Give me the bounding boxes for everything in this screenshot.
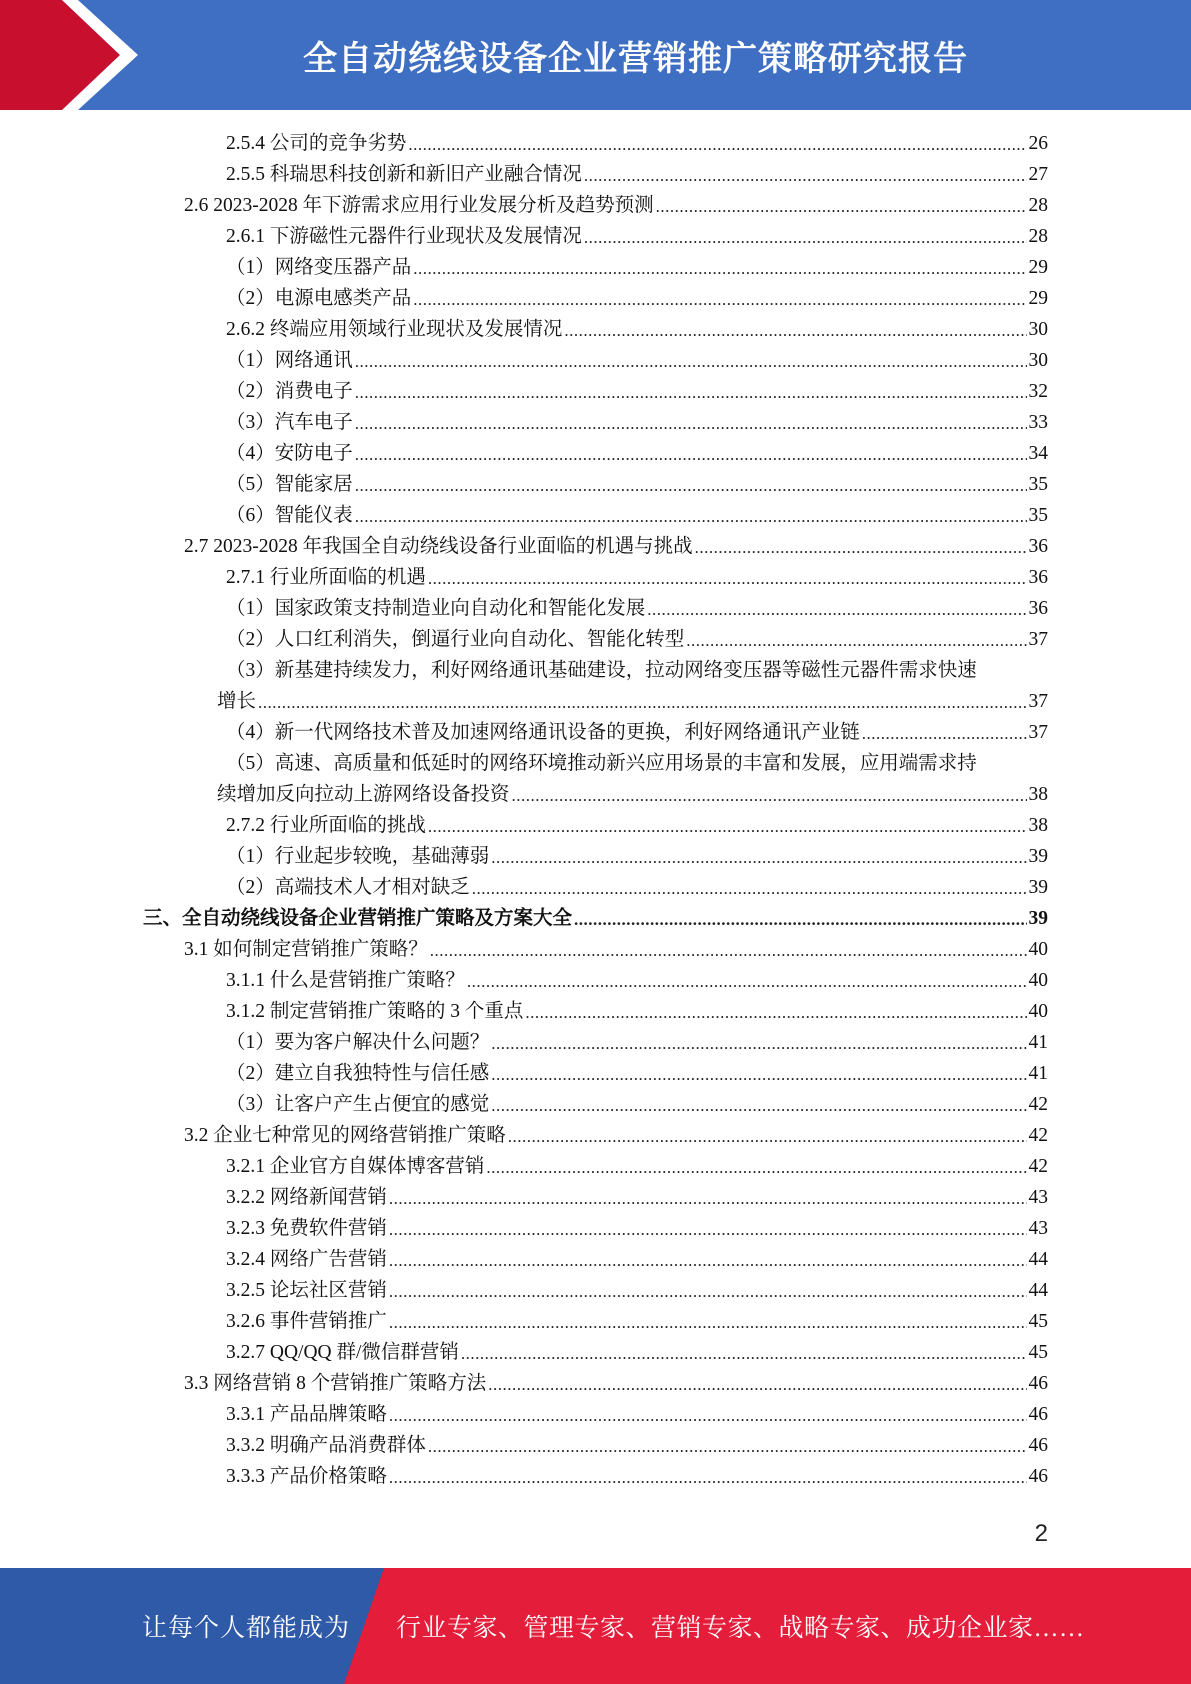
toc-entry[interactable] [226, 993, 1048, 1024]
toc-entry-label: 2.6.1 下游磁性元器件行业现状及发展情况 [226, 226, 582, 247]
toc-entry-page: 36 [1028, 567, 1048, 588]
toc-leader-dots [428, 1434, 1027, 1458]
toc-entry-label: 2.5.4 公司的竞争劣势 [226, 133, 407, 154]
toc-entry[interactable] [226, 1148, 1048, 1179]
toc-leader-dots [467, 969, 1027, 993]
toc-entry-label: 3.2.5 论坛社区营销 [226, 1280, 387, 1301]
toc-entry-page: 42 [1028, 1125, 1048, 1146]
toc-entry[interactable] [226, 1086, 1048, 1117]
toc-entry-page: 33 [1028, 412, 1048, 433]
toc-entry-page: 41 [1028, 1063, 1048, 1084]
toc-leader-dots [389, 1310, 1027, 1334]
toc-entry-page: 36 [1028, 536, 1048, 557]
toc-leader-dots [472, 876, 1027, 900]
toc-entry[interactable] [184, 528, 1048, 559]
toc-entry-label: 3.2.1 企业官方自媒体博客营销 [226, 1156, 485, 1177]
toc-leader-dots [584, 163, 1027, 187]
toc-entry-label: （1）行业起步较晚，基础薄弱 [226, 846, 490, 867]
toc-entry[interactable] [184, 931, 1048, 962]
toc-leader-dots [647, 597, 1026, 621]
page-header [0, 0, 1191, 110]
toc-entry[interactable] [184, 1117, 1048, 1148]
toc-leader-dots [389, 1186, 1027, 1210]
toc-entry[interactable] [226, 1334, 1048, 1365]
toc-entry-page: 44 [1028, 1249, 1048, 1270]
toc-entry-label: 3.2.4 网络广告营销 [226, 1249, 387, 1270]
toc-entry[interactable] [226, 311, 1048, 342]
toc-leader-dots [488, 1372, 1026, 1396]
toc-entry-label: （3）汽车电子 [226, 412, 353, 433]
toc-entry-page: 41 [1028, 1032, 1048, 1053]
toc-entry-page: 39 [1028, 877, 1048, 898]
toc-entry-page: 34 [1028, 443, 1048, 464]
toc-entry[interactable] [226, 1396, 1048, 1427]
toc-entry-page: 38 [1028, 815, 1048, 836]
toc-entry-page: 45 [1028, 1342, 1048, 1363]
toc-entry[interactable] [226, 1024, 1048, 1055]
toc-leader-dots [656, 194, 1027, 218]
toc-entry-page: 30 [1028, 350, 1048, 371]
toc-entry-label: 3.2.7 QQ/QQ 群/微信群营销 [226, 1342, 459, 1363]
toc-leader-dots [389, 1217, 1027, 1241]
toc-entry-page: 37 [1028, 691, 1048, 712]
toc-entry-page: 42 [1028, 1156, 1048, 1177]
toc-entry[interactable] [226, 280, 1048, 311]
toc-entry[interactable] [226, 1458, 1048, 1489]
toc-entry[interactable] [226, 435, 1048, 466]
toc-entry-page: 28 [1028, 226, 1048, 247]
toc-entry-label: 3.1 如何制定营销推广策略？ [184, 939, 428, 960]
toc-entry-page: 40 [1028, 1001, 1048, 1022]
toc-entry-label: 3.2.2 网络新闻营销 [226, 1187, 387, 1208]
toc-entry[interactable] [226, 869, 1048, 900]
toc-entry-label: （4）安防电子 [226, 443, 353, 464]
toc-entry-page: 26 [1028, 133, 1048, 154]
toc-entry[interactable] [143, 900, 1048, 931]
toc-entry-page: 27 [1028, 164, 1048, 185]
footer-slogan-right: 行业专家、管理专家、营销专家、战略专家、成功企业家…… [396, 1615, 1085, 1642]
toc-entry-page: 29 [1028, 257, 1048, 278]
toc-entry[interactable] [226, 621, 1048, 652]
toc-leader-dots [574, 907, 1026, 931]
toc-leader-dots [258, 690, 1026, 714]
toc-leader-dots [389, 1279, 1027, 1303]
toc-leader-dots [355, 380, 1027, 404]
toc-entry[interactable] [226, 373, 1048, 404]
toc-leader-dots [355, 411, 1027, 435]
toc-leader-dots [430, 938, 1027, 962]
toc-leader-dots [389, 1465, 1027, 1489]
toc-entry-page: 35 [1028, 474, 1048, 495]
toc-entry-page: 43 [1028, 1218, 1048, 1239]
toc-entry[interactable] [226, 714, 1048, 745]
toc-leader-dots [355, 442, 1027, 466]
toc-entry[interactable] [226, 218, 1048, 249]
toc-entry[interactable] [226, 807, 1048, 838]
toc-entry-label: （1）网络通讯 [226, 350, 353, 371]
toc-entry-page: 45 [1028, 1311, 1048, 1332]
toc-entry-label: 3.1.2 制定营销推广策略的 3 个重点 [226, 1001, 524, 1022]
toc-entry-label: 3.3.1 产品品牌策略 [226, 1404, 387, 1425]
toc-leader-dots [686, 628, 1026, 652]
toc-entry-page: 36 [1028, 598, 1048, 619]
toc-entry[interactable] [226, 404, 1048, 435]
toc-leader-dots [491, 1093, 1026, 1117]
toc-entry-page: 42 [1028, 1094, 1048, 1115]
toc-entry[interactable] [226, 838, 1048, 869]
report-title: 全自动绕线设备企业营销推广策略研究报告 [303, 38, 968, 79]
toc-entry-page: 46 [1028, 1404, 1048, 1425]
toc-entry-page: 32 [1028, 381, 1048, 402]
toc-entry-label: 2.5.5 科瑞思科技创新和新旧产业融合情况 [226, 164, 582, 185]
toc-leader-dots [525, 1000, 1026, 1024]
toc-entry-page: 46 [1028, 1373, 1048, 1394]
toc-leader-dots [355, 504, 1027, 528]
toc-leader-dots [508, 1124, 1027, 1148]
toc-leader-dots [428, 814, 1027, 838]
toc-entry-page: 37 [1028, 722, 1048, 743]
toc-entry[interactable] [226, 1179, 1048, 1210]
toc-entry-label: （2）消费电子 [226, 381, 353, 402]
toc-entry[interactable] [184, 1365, 1048, 1396]
toc-entry[interactable] [226, 1210, 1048, 1241]
toc-leader-dots [486, 1155, 1026, 1179]
toc-entry[interactable] [226, 466, 1048, 497]
toc-entry-page: 40 [1028, 970, 1048, 991]
toc-entry-label-continued: 续增加反向拉动上游网络设备投资 [217, 784, 510, 805]
toc-entry-page: 39 [1028, 846, 1048, 867]
toc-leader-dots [491, 845, 1026, 869]
toc-entry-label: （4）新一代网络技术普及加速网络通讯设备的更换，利好网络通讯产业链 [226, 722, 860, 743]
toc-entry[interactable] [226, 1272, 1048, 1303]
toc-leader-dots [428, 566, 1027, 590]
toc-entry[interactable] [226, 1303, 1048, 1334]
toc-entry[interactable] [217, 652, 1048, 714]
toc-entry[interactable] [226, 156, 1048, 187]
toc-entry-page: 46 [1028, 1466, 1048, 1487]
toc-entry-label: 3.2.3 免费软件营销 [226, 1218, 387, 1239]
toc-entry[interactable] [226, 590, 1048, 621]
toc-entry-label: （6）智能仪表 [226, 505, 353, 526]
toc-entry-label: 3.3 网络营销 8 个营销推广策略方法 [184, 1373, 487, 1394]
toc-leader-dots [408, 132, 1026, 156]
toc-entry-page: 43 [1028, 1187, 1048, 1208]
toc-leader-dots [461, 1341, 1027, 1365]
footer-slogan-left: 让每个人都能成为 [142, 1615, 351, 1642]
toc-entry-page: 44 [1028, 1280, 1048, 1301]
toc-leader-dots [862, 721, 1027, 745]
toc-entry[interactable] [226, 497, 1048, 528]
toc-entry-label: 2.7.1 行业所面临的机遇 [226, 567, 426, 588]
toc-entry-label: 3.1.1 什么是营销推广策略？ [226, 970, 465, 991]
toc-entry-page: 38 [1028, 784, 1048, 805]
toc-leader-dots [584, 225, 1027, 249]
toc-entry-label: 3.3.2 明确产品消费群体 [226, 1435, 426, 1456]
toc-leader-dots [491, 1031, 1026, 1055]
toc-entry-label: 三、全自动绕线设备企业营销推广策略及方案大全 [143, 908, 573, 929]
toc-entry[interactable] [226, 559, 1048, 590]
toc-entry-label: （2）高端技术人才相对缺乏 [226, 877, 470, 898]
toc-entry-page: 28 [1028, 195, 1048, 216]
toc-entry-label-continued: 增长 [217, 691, 257, 712]
toc-leader-dots [564, 318, 1026, 342]
toc-entry-label: 2.6 2023-2028 年下游需求应用行业发展分析及趋势预测 [184, 195, 654, 216]
toc-entry-label: （3）新基建持续发力，利好网络通讯基础建设，拉动网络变压器等磁性元器件需求快速 [226, 660, 977, 681]
toc-entry[interactable] [226, 1241, 1048, 1272]
toc-entry-label: 3.3.3 产品价格策略 [226, 1466, 387, 1487]
toc-entry-page: 39 [1028, 908, 1048, 929]
toc-entry-label: （1）国家政策支持制造业向自动化和智能化发展 [226, 598, 646, 619]
toc-entry-label: 2.7 2023-2028 年我国全自动绕线设备行业面临的机遇与挑战 [184, 536, 693, 557]
toc-entry-page: 46 [1028, 1435, 1048, 1456]
toc-entry-label: （3）让客户产生占便宜的感觉 [226, 1094, 490, 1115]
toc-entry-page: 40 [1028, 939, 1048, 960]
toc-entry-page: 35 [1028, 505, 1048, 526]
toc-leader-dots [695, 535, 1027, 559]
toc-entry-label: （5）高速、高质量和低延时的网络环境推动新兴应用场景的丰富和发展，应用端需求持 [226, 753, 977, 774]
toc-entry[interactable] [226, 1427, 1048, 1458]
toc-entry[interactable] [184, 187, 1048, 218]
page-footer [0, 1568, 1191, 1684]
toc-leader-dots [389, 1248, 1027, 1272]
toc-entry-label: 3.2.6 事件营销推广 [226, 1311, 387, 1332]
toc-entry-label: （5）智能家居 [226, 474, 353, 495]
toc-entry-label: （2）建立自我独特性与信任感 [226, 1063, 490, 1084]
toc-entry-page: 37 [1028, 629, 1048, 650]
toc-entry-label: （1）网络变压器产品 [226, 257, 412, 278]
toc-entry[interactable] [226, 962, 1048, 993]
toc-entry[interactable] [226, 249, 1048, 280]
toc-leader-dots [491, 1062, 1026, 1086]
page-number: 2 [1034, 1520, 1048, 1547]
toc-entry-label: （2）电源电感类产品 [226, 288, 412, 309]
toc-entry-label: 3.2 企业七种常见的网络营销推广策略 [184, 1125, 506, 1146]
toc-entry[interactable] [226, 125, 1048, 156]
toc-entry[interactable] [217, 745, 1048, 807]
toc-entry-label: （2）人口红利消失，倒逼行业向自动化、智能化转型 [226, 629, 685, 650]
toc-leader-dots [355, 473, 1027, 497]
toc-leader-dots [413, 256, 1026, 280]
toc-leader-dots [413, 287, 1026, 311]
toc-entry-label: 2.6.2 终端应用领域行业现状及发展情况 [226, 319, 563, 340]
toc-leader-dots [512, 783, 1027, 807]
toc-leader-dots [355, 349, 1027, 373]
toc-entry[interactable] [226, 1055, 1048, 1086]
toc-entry-label: （1）要为客户解决什么问题？ [226, 1032, 490, 1053]
toc-leader-dots [389, 1403, 1027, 1427]
toc-entry-page: 30 [1028, 319, 1048, 340]
toc-entry-label: 2.7.2 行业所面临的挑战 [226, 815, 426, 836]
toc-entry-page: 29 [1028, 288, 1048, 309]
toc-entry[interactable] [226, 342, 1048, 373]
